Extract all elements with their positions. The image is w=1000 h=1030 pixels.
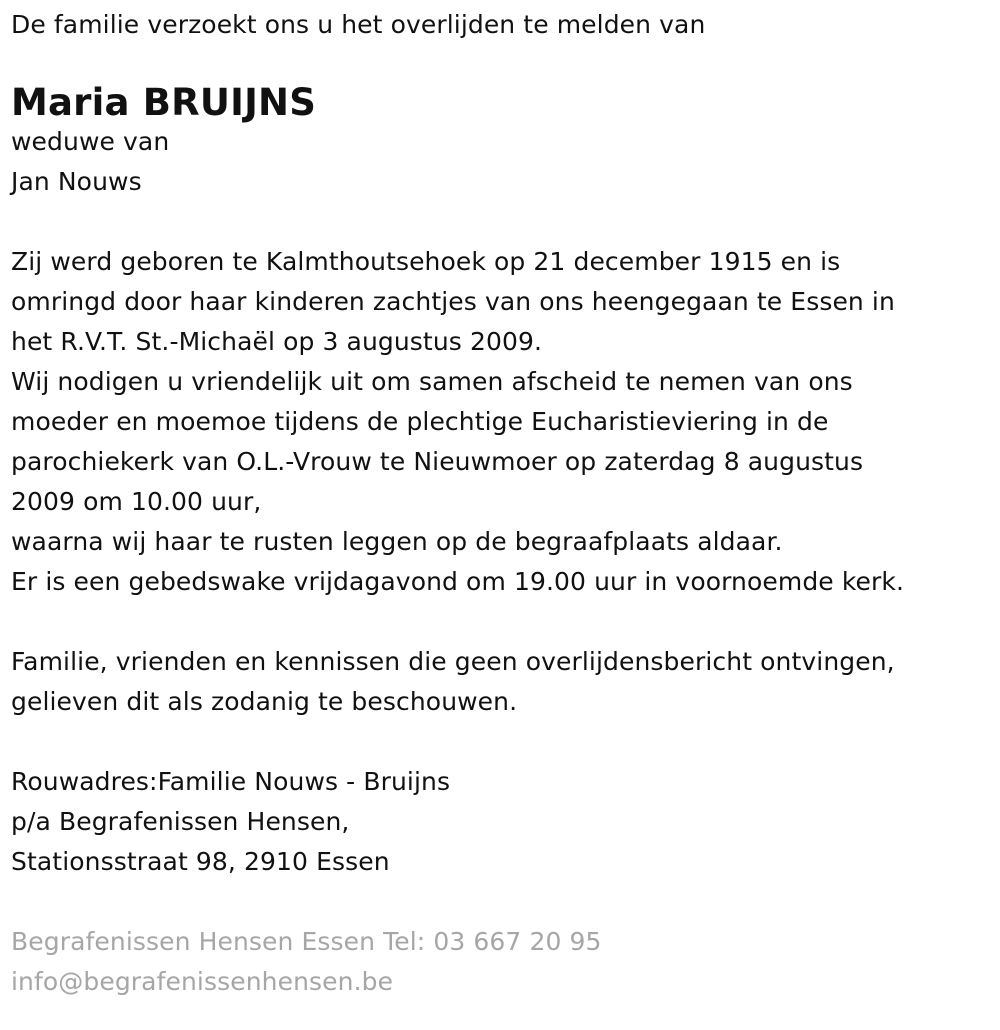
notice-line: gelieven dit als zodanig te beschouwen. — [11, 687, 518, 716]
body-line: 2009 om 10.00 uur, — [11, 487, 262, 516]
body-line: omringd door haar kinderen zachtjes van ons heengegaan te Essen in — [11, 287, 895, 316]
address-line: Stationsstraat 98, 2910 Essen — [11, 847, 390, 876]
deceased-name: Maria BRUIJNS — [11, 81, 317, 124]
body-line: Zij werd geboren te Kalmthoutsehoek op 21 december 1915 en is — [11, 247, 841, 276]
company-phone: Begrafenissen Hensen Essen Tel: 03 667 20 95 — [11, 927, 602, 956]
spouse-name: Jan Nouws — [11, 167, 142, 196]
body-line: Wij nodigen u vriendelijk uit om samen afscheid te nemen van ons — [11, 367, 853, 396]
body-line: het R.V.T. St.-Michaël op 3 augustus 2009. — [11, 327, 543, 356]
spacer — [11, 202, 991, 242]
body-line: waarna wij haar te rusten leggen op de begraafplaats aldaar. — [11, 527, 783, 556]
notice-paragraph — [11, 642, 991, 722]
intro-text: De familie verzoekt ons u het overlijden te melden van — [11, 10, 706, 39]
body-line: Er is een gebedswake vrijdagavond om 19.00 uur in voornoemde kerk. — [11, 567, 904, 596]
notice-line: Familie, vrienden en kennissen die geen overlijdensbericht ontvingen, — [11, 647, 895, 676]
spacer — [11, 722, 991, 762]
funeral-home-footer — [11, 922, 991, 1002]
address-line: p/a Begrafenissen Hensen, — [11, 807, 350, 836]
obituary-notice — [11, 0, 991, 1002]
spacer — [11, 602, 991, 642]
spouse-block — [11, 122, 991, 202]
address-line: Rouwadres:Familie Nouws - Bruijns — [11, 767, 451, 796]
spacer — [11, 882, 991, 922]
mourning-address — [11, 762, 991, 882]
company-email: info@begrafenissenhensen.be — [11, 967, 394, 996]
body-line: parochiekerk van O.L.-Vrouw te Nieuwmoer op zaterdag 8 augustus — [11, 447, 864, 476]
announcement-paragraph — [11, 242, 991, 602]
body-line: moeder en moemoe tijdens de plechtige Eucharistieviering in de — [11, 407, 829, 436]
relation-text: weduwe van — [11, 127, 170, 156]
